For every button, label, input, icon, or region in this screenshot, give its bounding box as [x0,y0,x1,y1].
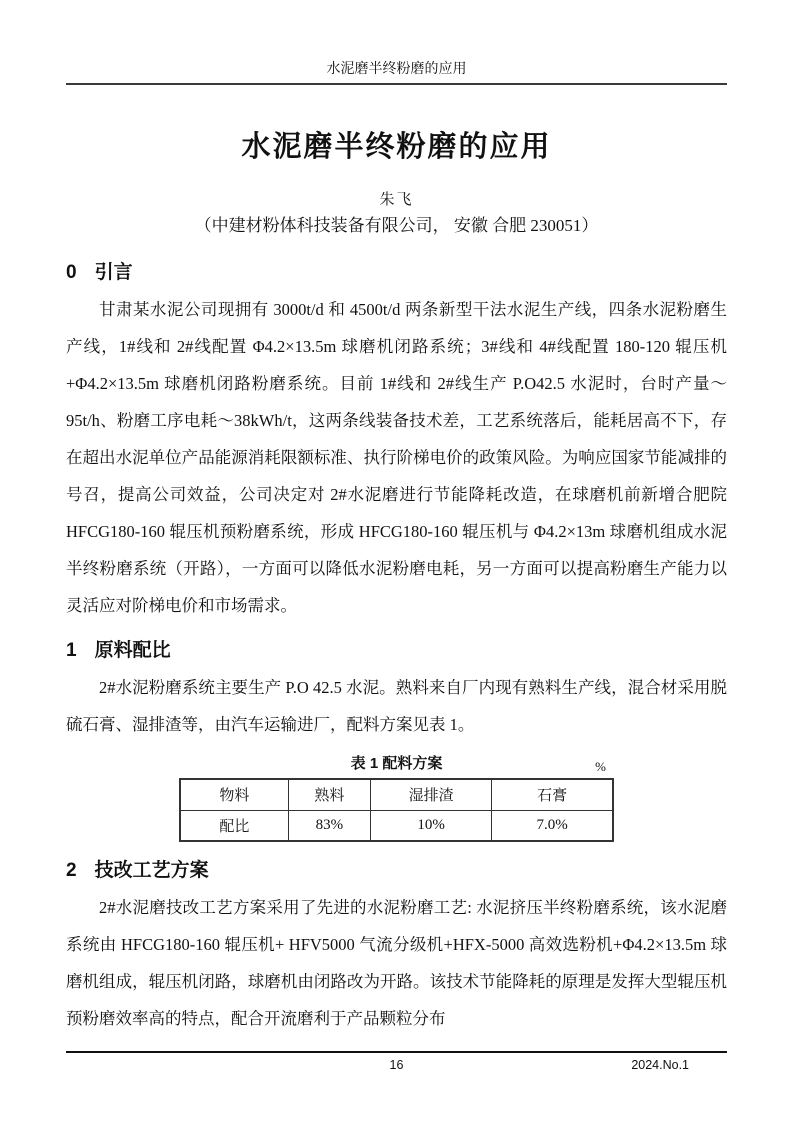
article-title: 水泥磨半终粉磨的应用 [241,131,552,163]
body-paragraph: 2#水泥磨技改工艺方案采用了先进的水泥粉磨工艺: 水泥挤压半终粉磨系统，该水泥磨系统由 HFCG180-160 辊压机+ HFV5000 气流分级机+HFX-5000 高效选粉机+Φ4.2×13.5m 球磨机组成，辊压机闭路，球磨机由闭路改为开路。该技术节能降耗的原理是发挥大型辊压机预粉磨效率高的特点，配合开流磨利于产品颗粒分布 [66,898,727,1028]
table-caption [179,755,614,773]
table-row-label: 配比 [180,810,288,841]
table-cell: 83% [288,810,370,841]
table-header-cell: 熟料 [288,779,370,810]
section-raw-material-ratio [66,638,727,842]
section-heading [66,638,727,664]
section-title: 引言 [94,262,133,283]
table-unit-label: % [595,759,606,774]
body-paragraph: 甘肃某水泥公司现拥有 3000t/d 和 4500t/d 两条新型干法水泥生产线，四条水泥粉磨生产线，1#线和 2#线配置 Φ4.2×13.5m 球磨机闭路系统；3#线和 4#线配置 180-120 辊压机+Φ4.2×13.5m 球磨机闭路粉磨系统。目前 1#线和 2#线生产 P.O42.5 水泥时，台时产量～95t/h、粉磨工序电耗～38kWh/t，这两条线装备技术差，工艺系统落后，能耗居高不下，存在超出水泥单位产品能源消耗限额标准、执行阶梯电价的政策风险。为响应国家节能减排的号召，提高公司效益，公司决定对 2#水泥磨进行节能降耗改造，在球磨机前新增合肥院 HFCG180-160 辊压机预粉磨系统，形成 HFCG180-160 辊压机与 Φ4.2×13m 球磨机组成水泥半终粉磨系统（开路），一方面可以降低水泥粉磨电耗，另一方面可以提高粉磨生产能力以灵活应对阶梯电价和市场需求。 [66,300,727,615]
mix-proportion-table [179,778,614,842]
section-heading [66,260,727,286]
table-header-cell: 物料 [180,779,288,810]
section-title: 技改工艺方案 [94,860,209,881]
issue-label: 2024.No.1 [631,1058,689,1072]
section-title: 原料配比 [94,640,171,661]
table-cell: 7.0% [492,810,613,841]
section-number: 1 [66,640,77,661]
article-author: 朱飞 [379,192,414,208]
section-process-plan [66,858,727,1037]
page-footer [66,1051,727,1081]
running-header-title: 水泥磨半终粉磨的应用 [326,62,467,77]
table-row [180,810,613,841]
table-header-cell: 石膏 [492,779,613,810]
table-cell: 10% [371,810,492,841]
section-number: 0 [66,262,77,283]
section-introduction [66,260,727,624]
table-header-cell: 湿排渣 [371,779,492,810]
table-caption-text: 表 1 配料方案 [350,755,443,772]
article-affiliation: （中建材粉体科技装备有限公司， 安徽 合肥 230051） [194,216,599,235]
table-header-row [180,779,613,810]
section-number: 2 [66,860,77,881]
running-header [66,0,727,85]
section-heading [66,858,727,884]
body-paragraph: 2#水泥粉磨系统主要生产 P.O 42.5 水泥。熟料来自厂内现有熟料生产线，混合材采用脱硫石膏、湿排渣等，由汽车运输进厂，配料方案见表 1。 [66,678,727,734]
page-number: 16 [389,1058,404,1072]
